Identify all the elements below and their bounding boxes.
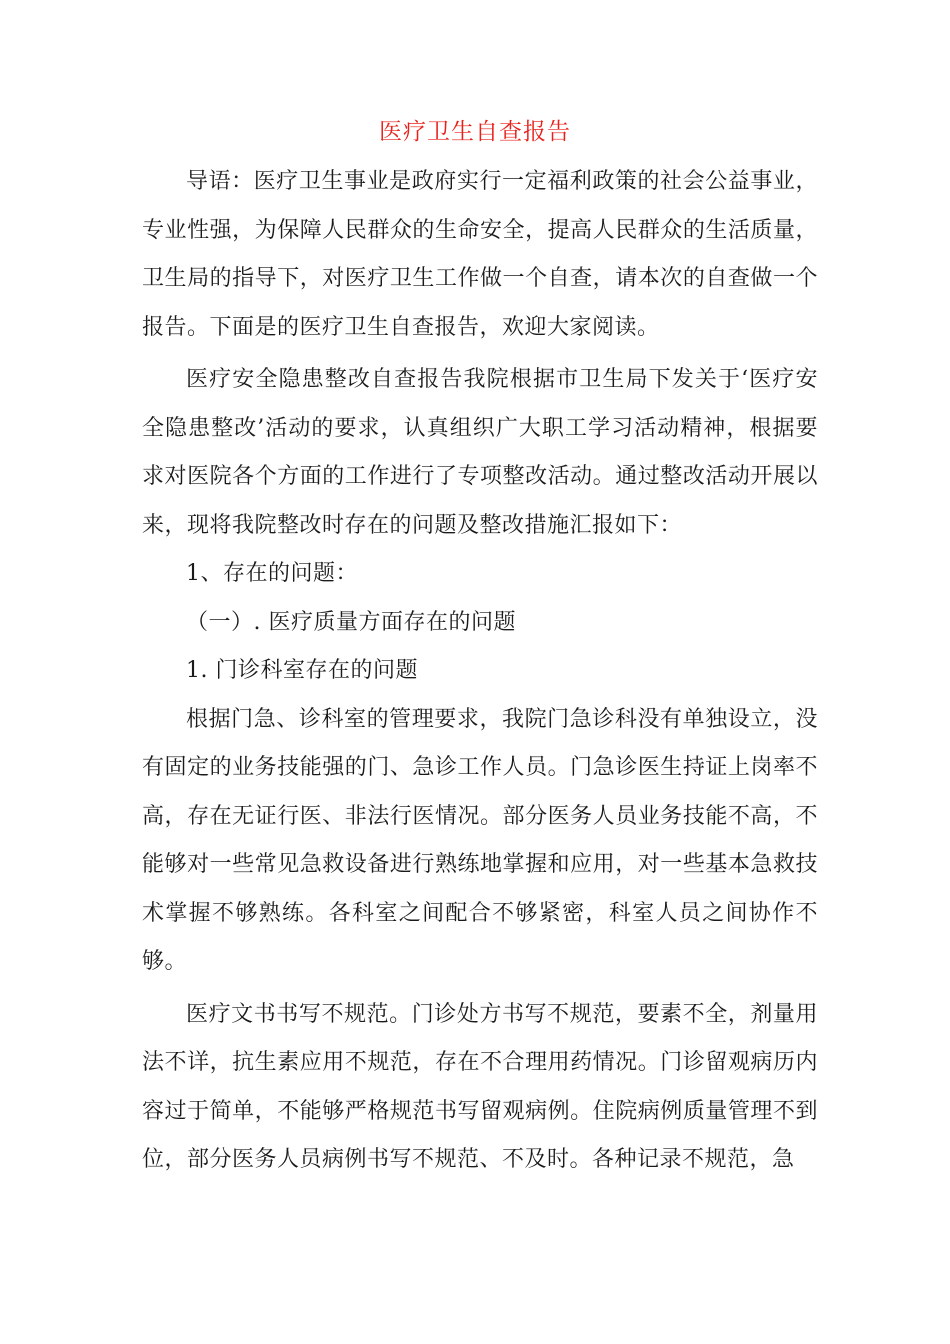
section-heading-3: 1. 门诊科室存在的问题 (186, 658, 418, 683)
paragraph-2: 根据门急、诊科室的管理要求，我院门急诊科没有单独设立，没有固定的业务技能强的门、急诊工作人员。门急诊医生持证上岗率不高，存在无证行医、非法行医情况。部分医务人员业务技能不高，不能够对一些常见急救设备进行熟练地掌握和应用，对一些基本急救技术掌握不够熟练。各科室之间配合不够紧密，科室人员之间协作不够。 (142, 706, 818, 974)
section-heading-1: 1、存在的问题： (186, 561, 358, 586)
paragraph-1: 医疗安全隐患整改自查报告我院根据市卫生局下发关于‘医疗安全隐患整改’活动的要求，认真组织广大职工学习活动精神，根据要求对医院各个方面的工作进行了专项整改活动。通过整改活动开展以来，现将我院整改时存在的问题及整改措施汇报如下： (142, 367, 818, 538)
intro-paragraph: 导语：医疗卫生事业是政府实行一定福利政策的社会公益事业，专业性强，为保障人民群众的生命安全，提高人民群众的生活质量，卫生局的指导下，对医疗卫生工作做一个自查，请本次的自查做一个报告。下面是的医疗卫生自查报告，欢迎大家阅读。 (142, 169, 818, 340)
document-body (142, 158, 818, 1185)
paragraph-3: 医疗文书书写不规范。门诊处方书写不规范，要素不全，剂量用法不详，抗生素应用不规范，存在不合理用药情况。门诊留观病历内容过于简单，不能够严格规范书写留观病例。住院病例质量管理不到位，部分医务人员病例书写不规范、不及时。各种记录不规范，急 (142, 1001, 818, 1172)
document-title: 医疗卫生自查报告 (379, 119, 571, 145)
section-heading-2: （一）. 医疗质量方面存在的问题 (186, 609, 516, 635)
